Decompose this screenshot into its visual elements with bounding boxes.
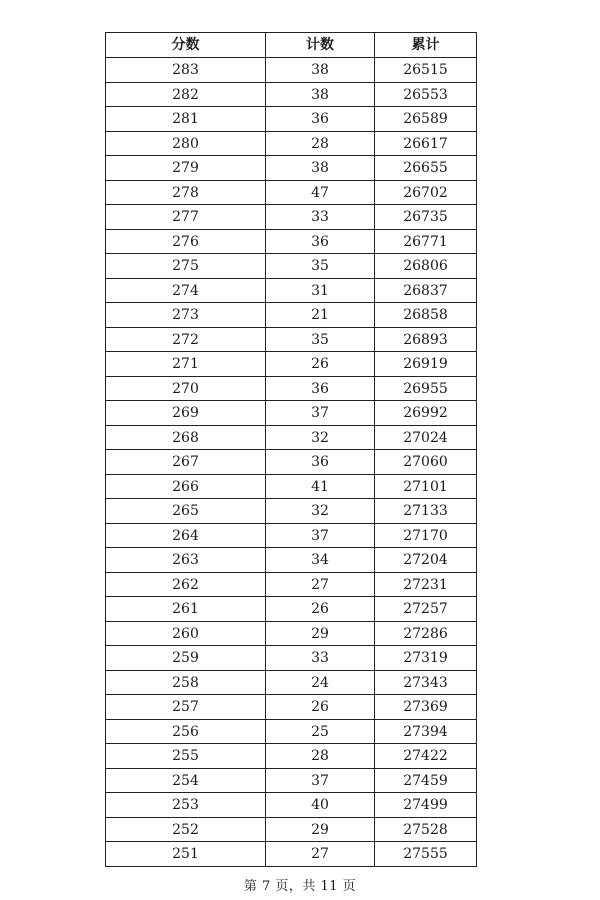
cumulative-cell: 27319	[375, 646, 477, 671]
score-cell: 268	[106, 425, 266, 450]
table-row	[106, 82, 477, 107]
count-cell: 36	[266, 107, 375, 132]
cumulative-cell: 27394	[375, 719, 477, 744]
cumulative-cell: 27133	[375, 499, 477, 524]
table-row	[106, 695, 477, 720]
score-cell: 277	[106, 205, 266, 230]
cumulative-cell: 26992	[375, 401, 477, 426]
score-cell: 254	[106, 768, 266, 793]
table-header-row	[106, 33, 477, 58]
cumulative-cell: 27101	[375, 474, 477, 499]
score-cell: 255	[106, 744, 266, 769]
count-cell: 40	[266, 793, 375, 818]
score-cell: 262	[106, 572, 266, 597]
cumulative-cell: 26858	[375, 303, 477, 328]
table-row	[106, 303, 477, 328]
count-cell: 33	[266, 646, 375, 671]
cumulative-cell: 26771	[375, 229, 477, 254]
table-row	[106, 719, 477, 744]
table-row	[106, 817, 477, 842]
count-cell: 29	[266, 817, 375, 842]
table-row	[106, 352, 477, 377]
cumulative-cell: 26919	[375, 352, 477, 377]
table-row	[106, 793, 477, 818]
score-cell: 276	[106, 229, 266, 254]
page-number: 第 7 页，共 11 页	[243, 879, 357, 894]
score-cell: 274	[106, 278, 266, 303]
count-cell: 24	[266, 670, 375, 695]
table-row	[106, 450, 477, 475]
header-cumulative: 累计	[375, 33, 477, 58]
cumulative-cell: 27343	[375, 670, 477, 695]
count-cell: 32	[266, 425, 375, 450]
table-row	[106, 621, 477, 646]
count-cell: 37	[266, 523, 375, 548]
score-cell: 253	[106, 793, 266, 818]
count-cell: 33	[266, 205, 375, 230]
score-cell: 283	[106, 58, 266, 83]
count-cell: 36	[266, 229, 375, 254]
cumulative-cell: 27499	[375, 793, 477, 818]
count-cell: 38	[266, 156, 375, 181]
cumulative-cell: 26589	[375, 107, 477, 132]
cumulative-cell: 26617	[375, 131, 477, 156]
cumulative-cell: 27286	[375, 621, 477, 646]
score-cell: 257	[106, 695, 266, 720]
cumulative-cell: 26955	[375, 376, 477, 401]
score-cell: 265	[106, 499, 266, 524]
table-body	[106, 58, 477, 867]
score-cell: 271	[106, 352, 266, 377]
count-cell: 38	[266, 58, 375, 83]
cumulative-cell: 27459	[375, 768, 477, 793]
table-row	[106, 768, 477, 793]
score-distribution-table	[105, 32, 477, 867]
table-row	[106, 597, 477, 622]
score-cell: 270	[106, 376, 266, 401]
count-cell: 41	[266, 474, 375, 499]
count-cell: 27	[266, 572, 375, 597]
count-cell: 26	[266, 352, 375, 377]
table-row	[106, 254, 477, 279]
score-cell: 256	[106, 719, 266, 744]
score-cell: 273	[106, 303, 266, 328]
cumulative-cell: 27060	[375, 450, 477, 475]
count-cell: 37	[266, 401, 375, 426]
count-cell: 21	[266, 303, 375, 328]
cumulative-cell: 27024	[375, 425, 477, 450]
score-cell: 259	[106, 646, 266, 671]
cumulative-cell: 27170	[375, 523, 477, 548]
score-cell: 282	[106, 82, 266, 107]
cumulative-cell: 26702	[375, 180, 477, 205]
table-row	[106, 131, 477, 156]
header-count: 计数	[266, 33, 375, 58]
score-cell: 275	[106, 254, 266, 279]
cumulative-cell: 27422	[375, 744, 477, 769]
cumulative-cell: 26806	[375, 254, 477, 279]
table-row	[106, 670, 477, 695]
cumulative-cell: 27369	[375, 695, 477, 720]
count-cell: 31	[266, 278, 375, 303]
score-cell: 251	[106, 842, 266, 867]
table-row	[106, 156, 477, 181]
count-cell: 47	[266, 180, 375, 205]
cumulative-cell: 27555	[375, 842, 477, 867]
table-row	[106, 58, 477, 83]
cumulative-cell: 26837	[375, 278, 477, 303]
cumulative-cell: 27257	[375, 597, 477, 622]
table-row	[106, 401, 477, 426]
count-cell: 36	[266, 376, 375, 401]
count-cell: 29	[266, 621, 375, 646]
table-row	[106, 548, 477, 573]
cumulative-cell: 26515	[375, 58, 477, 83]
count-cell: 36	[266, 450, 375, 475]
count-cell: 34	[266, 548, 375, 573]
table-row	[106, 474, 477, 499]
table-row	[106, 842, 477, 867]
count-cell: 35	[266, 327, 375, 352]
count-cell: 26	[266, 597, 375, 622]
count-cell: 28	[266, 744, 375, 769]
header-score: 分数	[106, 33, 266, 58]
table-row	[106, 327, 477, 352]
table-row	[106, 376, 477, 401]
cumulative-cell: 26893	[375, 327, 477, 352]
table-row	[106, 572, 477, 597]
score-cell: 272	[106, 327, 266, 352]
count-cell: 37	[266, 768, 375, 793]
score-cell: 264	[106, 523, 266, 548]
table-row	[106, 499, 477, 524]
score-cell: 280	[106, 131, 266, 156]
cumulative-cell: 26735	[375, 205, 477, 230]
table-row	[106, 744, 477, 769]
score-cell: 279	[106, 156, 266, 181]
score-cell: 258	[106, 670, 266, 695]
score-cell: 266	[106, 474, 266, 499]
table-row	[106, 229, 477, 254]
score-cell: 260	[106, 621, 266, 646]
score-cell: 267	[106, 450, 266, 475]
count-cell: 27	[266, 842, 375, 867]
count-cell: 38	[266, 82, 375, 107]
score-cell: 278	[106, 180, 266, 205]
table-row	[106, 205, 477, 230]
table-row	[106, 646, 477, 671]
cumulative-cell: 26655	[375, 156, 477, 181]
table-row	[106, 425, 477, 450]
count-cell: 35	[266, 254, 375, 279]
table-row	[106, 107, 477, 132]
cumulative-cell: 27204	[375, 548, 477, 573]
score-cell: 263	[106, 548, 266, 573]
score-cell: 261	[106, 597, 266, 622]
count-cell: 32	[266, 499, 375, 524]
cumulative-cell: 27231	[375, 572, 477, 597]
count-cell: 25	[266, 719, 375, 744]
score-cell: 269	[106, 401, 266, 426]
table-row	[106, 278, 477, 303]
cumulative-cell: 26553	[375, 82, 477, 107]
score-cell: 252	[106, 817, 266, 842]
count-cell: 28	[266, 131, 375, 156]
count-cell: 26	[266, 695, 375, 720]
table-row	[106, 523, 477, 548]
table-row	[106, 180, 477, 205]
cumulative-cell: 27528	[375, 817, 477, 842]
score-cell: 281	[106, 107, 266, 132]
